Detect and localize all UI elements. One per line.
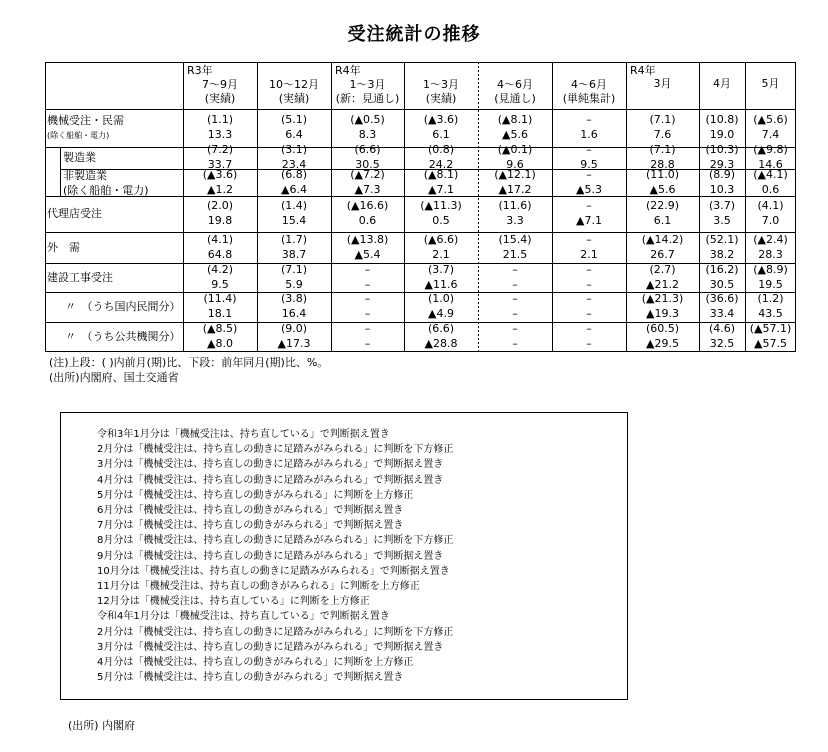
table-cell-year-on-year: ▲5.6: [502, 128, 528, 141]
table-cell-year-on-year: ▲5.4: [354, 248, 381, 261]
table-cell-prev-period: (1.7): [280, 233, 308, 246]
table-cell-prev-period: (▲14.2): [641, 233, 684, 246]
assessment-line: 8月分は「機械受注は、持ち直しの動きに足踏みがみられる」に判断を下方修正: [97, 535, 454, 547]
assessment-line: 6月分は「機械受注は、持ち直しの動きがみられる」で判断据え置き: [97, 505, 404, 516]
assessment-line: 3月分は「機械受注は、持ち直しの動きに足踏みがみられる」で判断据え置き: [97, 459, 444, 471]
table-cell-year-on-year: 7.4: [761, 128, 780, 141]
table-cell-prev-period: –: [586, 113, 592, 126]
table-cell-prev-period: (7.1): [649, 113, 676, 126]
table-cell-prev-period: (1.2): [757, 292, 784, 305]
column-header-period: 1～3月: [423, 78, 459, 91]
table-cell-prev-period: –: [364, 263, 371, 276]
table-cell-year-on-year: 26.7: [650, 248, 675, 261]
assessment-line: 5月分は「機械受注は、持ち直しの動きがみられる」に判断を上方修正: [97, 489, 414, 501]
table-cell-year-on-year: ▲21.2: [646, 278, 679, 291]
row-label-note: (除く船舶・電力): [63, 184, 149, 197]
table-cell-year-on-year: 29.3: [709, 158, 735, 171]
column-header-basis: (見通し): [494, 92, 536, 105]
table-cell-prev-period: (22.9): [645, 199, 680, 212]
table-cell-prev-period: –: [586, 292, 592, 305]
table-cell-prev-period: (▲21.3): [641, 292, 684, 305]
table-cell-prev-period: (11.6): [498, 199, 532, 212]
table-cell-year-on-year: 1.6: [580, 128, 598, 141]
table-cell-year-on-year: 28.8: [650, 158, 675, 171]
page-title: 受注統計の推移: [347, 24, 481, 45]
table-cell-year-on-year: 15.4: [281, 214, 307, 227]
row-label: 機械受注・民需: [47, 114, 124, 127]
table-cell-prev-period: –: [586, 143, 592, 156]
table-cell-prev-period: (3.7): [708, 199, 736, 212]
table-cell-year-on-year: –: [512, 337, 518, 350]
table-cell-year-on-year: 2.1: [580, 248, 598, 261]
table-cell-year-on-year: 9.5: [580, 158, 598, 171]
column-header-period: 4～6月: [497, 78, 533, 91]
table-source-note: (出所)内閣府、国土交通省: [49, 371, 179, 384]
column-header-basis: (単純集計): [562, 92, 616, 105]
table-cell-year-on-year: ▲7.3: [354, 183, 381, 196]
table-cell-year-on-year: ▲4.9: [428, 307, 454, 320]
table-cell-year-on-year: 6.4: [285, 128, 303, 141]
row-label: 製造業: [63, 151, 96, 164]
assessment-line: 3月分は「機械受注は、持ち直しの動きに足踏みがみられる」で判断据え置き: [97, 641, 444, 653]
table-cell-prev-period: (10.3): [705, 143, 739, 156]
table-cell-year-on-year: 2.1: [432, 248, 450, 261]
assessment-line: 10月分は「機械受注は、持ち直しの動きに足踏みがみられる」で判断据え置き: [97, 565, 450, 577]
table-cell-prev-period: (8.9): [708, 168, 736, 181]
table-cell-year-on-year: 16.4: [281, 307, 307, 320]
table-cell-prev-period: (3.8): [280, 292, 308, 305]
table-cell-prev-period: (▲5.6): [753, 113, 788, 126]
table-cell-year-on-year: 19.0: [709, 128, 735, 141]
table-cell-prev-period: (0.8): [427, 143, 455, 156]
table-cell-year-on-year: –: [586, 307, 592, 320]
table-cell-year-on-year: ▲7.1: [428, 183, 454, 196]
table-cell-year-on-year: –: [364, 307, 371, 320]
table-cell-prev-period: (2.7): [649, 263, 676, 276]
table-cell-prev-period: (1.0): [427, 292, 455, 305]
table-cell-year-on-year: 21.5: [502, 248, 528, 261]
table-cell-year-on-year: ▲5.3: [576, 183, 602, 196]
table-cell-year-on-year: 38.7: [281, 248, 307, 261]
table-cell-prev-period: (▲3.6): [423, 113, 459, 126]
table-cell-prev-period: –: [586, 263, 592, 276]
table-cell-prev-period: (11.4): [203, 292, 237, 305]
table-cell-prev-period: (4.2): [206, 263, 234, 276]
assessment-line: 12月分は「機械受注は、持ち直している」に判断を上方修正: [97, 596, 370, 608]
row-label-note: (除く船舶・電力): [47, 131, 110, 140]
header-group-label: R4年: [335, 64, 361, 77]
table-cell-year-on-year: ▲29.5: [646, 337, 679, 350]
table-cell-prev-period: –: [512, 322, 518, 335]
source-line: (出所) 内閣府: [68, 719, 136, 732]
table-cell-year-on-year: 6.1: [432, 128, 450, 141]
table-cell-prev-period: (▲11.3): [420, 199, 462, 212]
column-header-basis: (実績): [278, 92, 310, 105]
column-header-basis: (実績): [204, 92, 236, 105]
table-cell-prev-period: –: [586, 322, 592, 335]
table-cell-prev-period: (6.6): [354, 143, 381, 156]
header-group-label: R4年: [630, 64, 656, 77]
table-cell-year-on-year: 30.5: [709, 278, 735, 291]
column-header-period: 5月: [761, 77, 780, 90]
table-cell-prev-period: (11.0): [645, 168, 680, 181]
assessment-line: 令和3年1月分は「機械受注は、持ち直している」で判断据え置き: [97, 429, 390, 440]
table-cell-prev-period: (▲2.4): [753, 233, 788, 246]
table-cell-prev-period: (▲57.1): [749, 322, 792, 335]
table-cell-year-on-year: 0.5: [432, 214, 450, 227]
table-cell-prev-period: (6.8): [280, 168, 308, 181]
table-cell-prev-period: (9.0): [280, 322, 308, 335]
table-cell-year-on-year: –: [586, 337, 592, 350]
row-label: 〃 （うち国内民間分）: [65, 300, 181, 313]
row-label: 建設工事受注: [47, 271, 113, 284]
table-cell-year-on-year: ▲1.2: [207, 183, 233, 196]
table-cell-year-on-year: ▲17.2: [498, 183, 532, 196]
table-cell-prev-period: (4.1): [206, 233, 234, 246]
table-cell-prev-period: (▲0.5): [350, 113, 385, 126]
table-cell-year-on-year: –: [586, 278, 592, 291]
table-cell-year-on-year: 18.1: [207, 307, 233, 320]
table-cell-year-on-year: 9.5: [211, 278, 229, 291]
table-cell-year-on-year: ▲57.5: [754, 337, 787, 350]
table-cell-prev-period: (▲16.6): [346, 199, 389, 212]
table-cell-year-on-year: 0.6: [761, 183, 780, 196]
table-cell-year-on-year: 10.3: [709, 183, 735, 196]
row-label: 代理店受注: [47, 207, 102, 220]
table-cell-prev-period: (▲8.9): [753, 263, 788, 276]
table-cell-year-on-year: 38.2: [709, 248, 735, 261]
table-cell-prev-period: –: [364, 292, 371, 305]
order-statistics-table: [45, 62, 796, 352]
row-label: 外 需: [47, 241, 80, 254]
table-cell-prev-period: (7.2): [206, 143, 234, 156]
assessment-line: 11月分は「機械受注は、持ち直しの動きがみられる」に判断を上方修正: [97, 581, 420, 592]
assessment-box: [60, 412, 628, 700]
table-cell-prev-period: (▲12.1): [494, 168, 536, 181]
table-cell-prev-period: (10.8): [705, 113, 739, 126]
table-cell-year-on-year: 19.8: [207, 214, 233, 227]
column-header-period: 10～12月: [269, 78, 319, 91]
table-cell-year-on-year: 33.7: [207, 158, 233, 171]
table-cell-year-on-year: 9.6: [506, 158, 524, 171]
table-cell-prev-period: (▲3.6): [202, 168, 238, 181]
table-cell-year-on-year: 30.5: [355, 158, 380, 171]
table-cell-prev-period: –: [586, 233, 592, 246]
assessment-line: 4月分は「機械受注は、持ち直しの動きがみられる」に判断を上方修正: [97, 657, 414, 668]
table-cell-year-on-year: ▲6.4: [281, 183, 307, 196]
table-cell-prev-period: (▲8.1): [497, 113, 533, 126]
table-cell-prev-period: (4.6): [708, 322, 736, 335]
assessment-line: 4月分は「機械受注は、持ち直しの動きに足踏みがみられる」で判断据え置き: [97, 474, 444, 486]
column-header-period: 1～3月: [349, 78, 386, 91]
table-cell-year-on-year: ▲19.3: [646, 307, 679, 320]
assessment-line: 2月分は「機械受注は、持ち直しの動きに足踏みがみられる」に判断を下方修正: [97, 626, 454, 638]
table-cell-prev-period: (▲0.1): [497, 143, 533, 156]
table-cell-prev-period: (15.4): [498, 233, 532, 246]
table-cell-year-on-year: 24.2: [428, 158, 454, 171]
table-cell-prev-period: (▲6.6): [423, 233, 459, 246]
table-cell-year-on-year: 6.1: [653, 214, 672, 227]
table-cell-prev-period: (▲4.1): [753, 168, 788, 181]
table-cell-year-on-year: 8.3: [358, 128, 377, 141]
table-note: (注)上段：( )内前月(期)比、下段：前年同月(期)比、%。: [49, 356, 329, 369]
table-cell-prev-period: (36.6): [705, 292, 739, 305]
table-cell-year-on-year: 19.5: [758, 278, 783, 291]
table-cell-year-on-year: 64.8: [207, 248, 233, 261]
table-cell-year-on-year: 13.3: [207, 128, 233, 141]
table-cell-year-on-year: 0.6: [358, 214, 377, 227]
assessment-line: 5月分は「機械受注は、持ち直しの動きがみられる」で判断据え置き: [97, 672, 404, 684]
table-cell-prev-period: (3.1): [280, 143, 308, 156]
table-cell-year-on-year: ▲11.6: [424, 278, 458, 291]
table-cell-prev-period: (▲8.5): [202, 322, 238, 335]
table-cell-prev-period: –: [586, 168, 592, 181]
table-cell-year-on-year: 23.4: [281, 158, 307, 171]
column-header-basis: (実績): [425, 92, 457, 105]
table-cell-prev-period: (▲13.8): [346, 233, 389, 246]
table-cell-year-on-year: 32.5: [709, 337, 735, 350]
row-label: 〃 （うち公共機関分）: [65, 330, 181, 343]
table-cell-prev-period: (1.4): [280, 199, 308, 212]
table-cell-prev-period: (16.2): [705, 263, 739, 276]
column-header-period: 3月: [653, 77, 672, 90]
table-cell-prev-period: (▲8.1): [423, 168, 459, 181]
assessment-line: 2月分は「機械受注は、持ち直しの動きに足踏みがみられる」に判断を下方修正: [97, 444, 454, 456]
table-cell-prev-period: (4.1): [757, 199, 784, 212]
table-cell-prev-period: (60.5): [645, 322, 680, 335]
table-cell-year-on-year: 3.5: [713, 214, 731, 227]
row-label: 非製造業: [63, 169, 107, 182]
table-cell-year-on-year: 14.6: [758, 158, 783, 171]
table-cell-prev-period: (3.7): [427, 263, 455, 276]
table-cell-prev-period: (7.1): [280, 263, 308, 276]
table-cell-prev-period: (7.1): [649, 143, 676, 156]
table-cell-prev-period: (▲9.8): [753, 143, 788, 156]
table-cell-year-on-year: –: [512, 307, 518, 320]
table-cell-year-on-year: ▲5.6: [649, 183, 676, 196]
table-cell-prev-period: (52.1): [705, 233, 739, 246]
table-cell-prev-period: (▲7.2): [350, 168, 385, 181]
table-cell-year-on-year: 3.3: [506, 214, 524, 227]
table-cell-prev-period: –: [586, 199, 592, 212]
table-cell-year-on-year: –: [512, 278, 518, 291]
table-cell-prev-period: (5.1): [280, 113, 308, 126]
table-cell-prev-period: (2.0): [206, 199, 234, 212]
table-cell-year-on-year: ▲7.1: [576, 214, 602, 227]
column-header-period: 4月: [713, 77, 731, 90]
column-header-basis: (新：見通し): [335, 92, 400, 105]
assessment-line: 令和4年1月分は「機械受注は、持ち直している」で判断据え置き: [97, 611, 390, 623]
assessment-line: 9月分は「機械受注は、持ち直しの動きに足踏みがみられる」で判断据え置き: [97, 550, 444, 562]
table-cell-year-on-year: 7.0: [761, 214, 780, 227]
column-header-period: 4～6月: [571, 78, 607, 91]
table-cell-prev-period: –: [512, 263, 518, 276]
table-cell-year-on-year: 5.9: [285, 278, 303, 291]
table-cell-year-on-year: 7.6: [653, 128, 672, 141]
table-cell-year-on-year: 43.5: [758, 307, 783, 320]
table-cell-prev-period: (1.1): [206, 113, 234, 126]
table-cell-prev-period: –: [512, 292, 518, 305]
table-cell-year-on-year: –: [364, 337, 371, 350]
table-cell-year-on-year: ▲28.8: [424, 337, 458, 350]
header-group-label: R3年: [187, 64, 213, 77]
column-header-period: 7～9月: [202, 78, 238, 91]
table-cell-year-on-year: ▲17.3: [277, 337, 311, 350]
table-cell-year-on-year: ▲8.0: [207, 337, 233, 350]
table-cell-prev-period: –: [364, 322, 371, 335]
assessment-line: 7月分は「機械受注は、持ち直しの動きがみられる」で判断据え置き: [97, 520, 404, 532]
table-cell-prev-period: (6.6): [427, 322, 455, 335]
table-cell-year-on-year: –: [364, 278, 371, 291]
table-cell-year-on-year: 28.3: [758, 248, 783, 261]
table-cell-year-on-year: 33.4: [709, 307, 735, 320]
